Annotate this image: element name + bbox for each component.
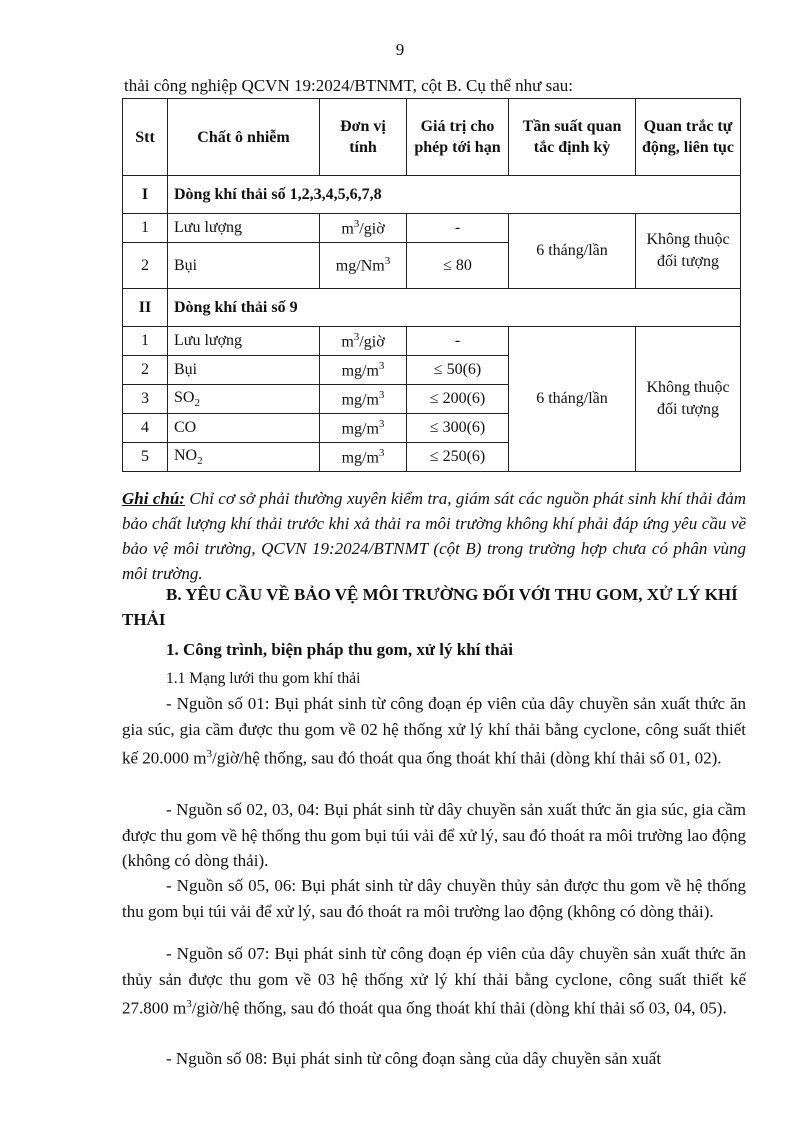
paragraph-source-05-06: - Nguồn số 05, 06: Bụi phát sinh từ dây chuyền thủy sản được thu gom về hệ thống thu gom bụi túi vải để xử lý, sau đó thoát ra môi trường lao động (không có dòng thải). [122,876,746,921]
group1-auto-monitoring: Không thuộc đối tượng [636,214,741,289]
header-frequency: Tần suất quan tắc định kỳ [509,99,636,176]
paragraph-source-08: - Nguồn số 08: Bụi phát sinh từ công đoạn sàng của dây chuyền sản xuất [166,1049,662,1068]
row-limit: ≤ 50(6) [407,356,509,385]
table-row [123,327,741,356]
note-label: Ghi chú: [122,489,185,508]
row-pollutant: Bụi [168,243,320,289]
group2-auto-monitoring: Không thuộc đối tượng [636,327,741,472]
group-stt: II [123,289,168,327]
row-limit: - [407,214,509,243]
row-stt: 1 [123,214,168,243]
row-limit: ≤ 200(6) [407,385,509,414]
header-pollutant: Chất ô nhiễm [168,99,320,176]
row-pollutant: Lưu lượng [168,214,320,243]
section-b-heading: B. YÊU CẦU VỀ BẢO VỆ MÔI TRƯỜNG ĐỐI VỚI THU GOM, XỬ LÝ KHÍ THẢI [122,585,738,629]
row-unit: $m^3$/giờ [320,214,407,243]
paragraph-source-07: - Nguồn số 07: Bụi phát sinh từ công đoạn ép viên của dây chuyền sản xuất thức ăn thủy sản được thu gom về 03 hệ thống xử lý khí thải bằng cyclone, công suất thiết kế 27.800 $m^3/giờ/hệ$ thống, sau đó thoát qua ống thoát khí thải (dòng khí thải số 03, 04, 05). [122,944,746,1018]
row-stt: 2 [123,243,168,289]
row-stt: 2 [123,356,168,385]
emission-monitoring-table [122,98,741,472]
header-limit: Giá trị cho phép tới hạn [407,99,509,176]
row-unit: $mg/m^3$ [320,414,407,443]
header-auto-monitoring: Quan trắc tự động, liên tục [636,99,741,176]
row-stt: 1 [123,327,168,356]
paragraph-source-02-04: - Nguồn số 02, 03, 04: Bụi phát sinh từ dây chuyền sản xuất thức ăn gia súc, gia cầm được thu gom về hệ thống thu gom bụi túi vải để xử lý, sau đó thoát ra môi trường lao động (không có dòng thải). [122,800,746,870]
row-limit: - [407,327,509,356]
page-number: 9 [395,40,405,59]
paragraph-source-01: - Nguồn số 01: Bụi phát sinh từ công đoạn ép viên của dây chuyền sản xuất thức ăn gia súc, gia cầm được thu gom về 02 hệ thống xử lý khí thải bằng cyclone, công suất thiết kế 20.000 $m^3/giờ/hệ$ thống, sau đó thoát qua ống thoát khí thải (dòng khí thải số 01, 02). [122,694,746,768]
row-limit: ≤ 250(6) [407,443,509,472]
group-stt: I [123,176,168,214]
group-title: Dòng khí thải số 9 [168,289,741,327]
subsection-1-heading: 1. Công trình, biện pháp thu gom, xử lý khí thải [166,640,513,659]
group-row-1 [123,176,741,214]
row-unit: $m^3$/giờ [320,327,407,356]
table-row [123,214,741,243]
header-stt: Stt [123,99,168,176]
header-unit: Đơn vị tính [320,99,407,176]
row-limit: ≤ 80 [407,243,509,289]
row-stt: 3 [123,385,168,414]
row-pollutant: Bụi [168,356,320,385]
group-row-2 [123,289,741,327]
table-header-row [123,99,741,176]
group1-frequency: 6 tháng/lần [509,214,636,289]
row-unit: mg/Nm$^3$ [320,243,407,289]
subsection-1-1-heading: 1.1 Mạng lưới thu gom khí thải [166,670,361,687]
row-limit: ≤ 300(6) [407,414,509,443]
intro-text: thải công nghiệp QCVN 19:2024/BTNMT, cột B. Cụ thể như sau: [124,76,573,95]
row-pollutant: $NO_2$ [168,443,320,472]
row-pollutant: CO [168,414,320,443]
row-stt: 5 [123,443,168,472]
row-unit: $mg/m^3$ [320,356,407,385]
row-pollutant: Lưu lượng [168,327,320,356]
group-title: Dòng khí thải số 1,2,3,4,5,6,7,8 [168,176,741,214]
note-paragraph [122,486,746,586]
group2-frequency: 6 tháng/lần [509,327,636,472]
row-unit: $mg/m^3$ [320,443,407,472]
row-stt: 4 [123,414,168,443]
row-pollutant: $SO_2$ [168,385,320,414]
note-text: Chỉ cơ sở phải thường xuyên kiểm tra, giám sát các nguồn phát sinh khí thải đảm bảo chất lượng khí thải trước khi xả thải ra môi trường không khí phải đáp ứng yêu cầu về bảo vệ môi trường, QCVN 19:2024/BTNMT (cột B) trong trường hợp chưa có phân vùng môi trường. [122,489,746,583]
row-unit: $mg/m^3$ [320,385,407,414]
